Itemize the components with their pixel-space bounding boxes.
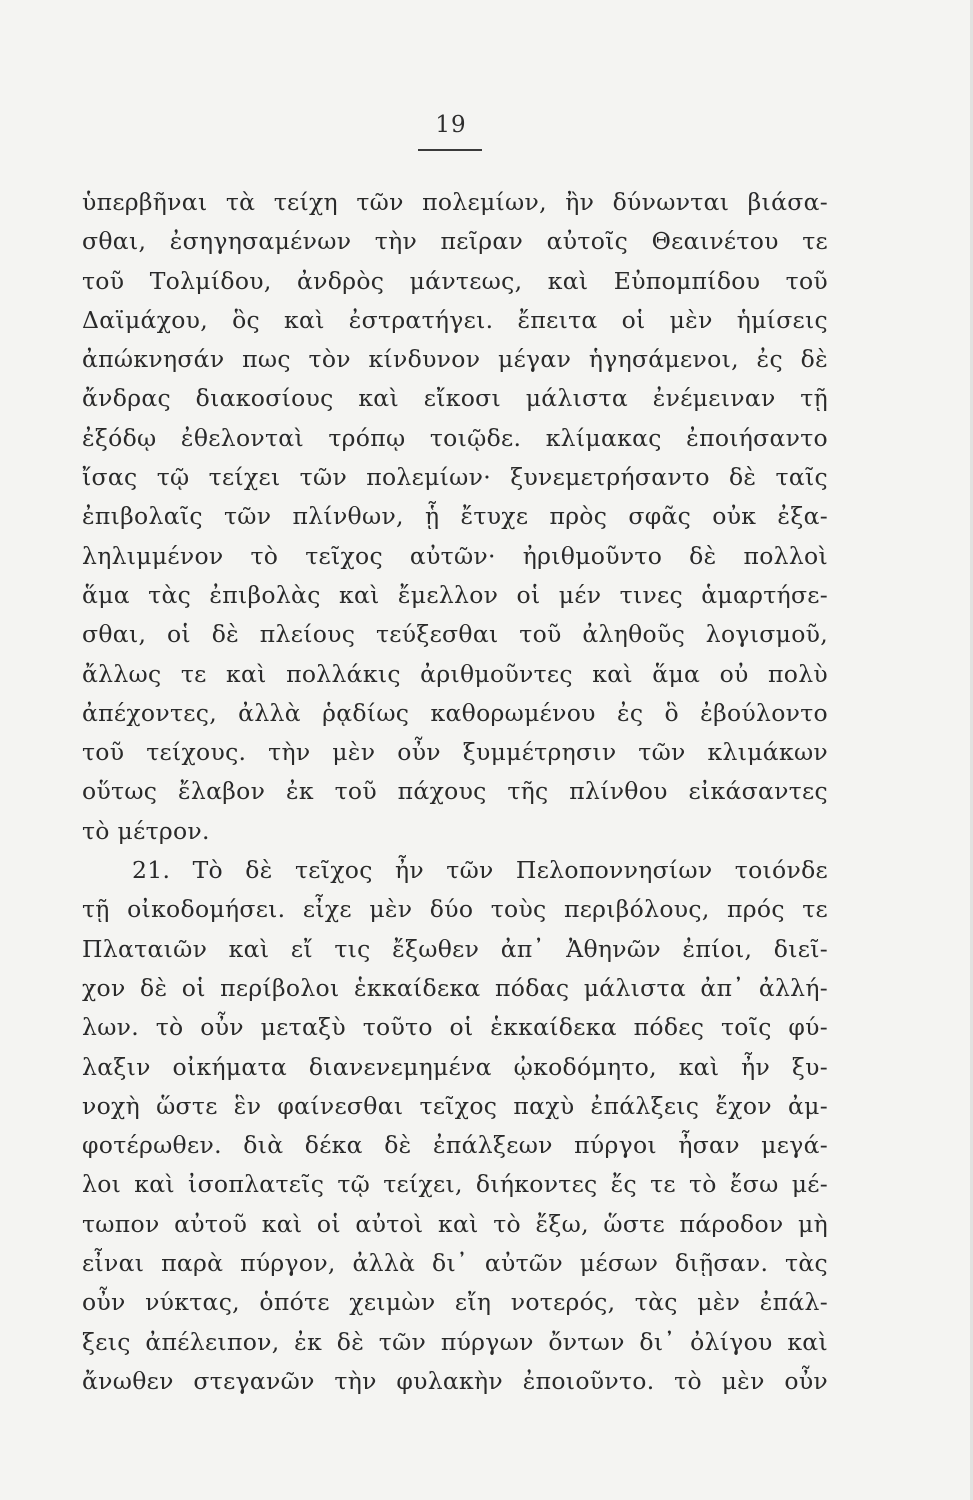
text-line: ἐπιβολαῖς τῶν πλίνθων, ᾗ ἔτυχε πρὸς σφᾶς οὐκ ἐξα- — [82, 502, 828, 531]
page-number-rule — [418, 149, 482, 151]
text-line: τῇ οἰκοδομήσει. εἶχε μὲν δύο τοὺς περιβόλους, πρός τε — [82, 895, 828, 924]
text-line: λοι καὶ ἰσοπλατεῖς τῷ τείχει, διήκοντες ἔς τε τὸ ἔσω μέ- — [82, 1170, 828, 1199]
text-line: νοχὴ ὥστε ἓν φαίνεσθαι τεῖχος παχὺ ἐπάλξεις ἔχον ἀμ- — [82, 1091, 828, 1120]
text-line: λαξιν οἰκήματα διανενεμημένα ᾠκοδόμητο, καὶ ἦν ξυ- — [82, 1052, 828, 1081]
text-line: ληλιμμένον τὸ τεῖχος αὐτῶν· ἠριθμοῦντο δὲ πολλοὶ — [82, 541, 828, 570]
text-line: ἄνδρας διακοσίους καὶ εἴκοσι μάλιστα ἐνέμειναν τῇ — [82, 384, 828, 413]
text-line: ἄλλως τε καὶ πολλάκις ἀριθμοῦντες καὶ ἅμα οὐ πολὺ — [82, 659, 828, 688]
text-line: τὸ μέτρον. — [82, 816, 210, 845]
text-line: σθαι, ἐσηγησαμένων τὴν πεῖραν αὐτοῖς Θεαινέτου τε — [82, 227, 828, 256]
text-line: Πλαταιῶν καὶ εἴ τις ἔξωθεν ἀπ᾿ Ἀθηνῶν ἐπίοι, διεῖ- — [82, 934, 828, 963]
text-line: ἴσας τῷ τείχει τῶν πολεμίων· ξυνεμετρήσαντο δὲ ταῖς — [82, 463, 828, 492]
text-line: λων. τὸ οὖν μεταξὺ τοῦτο οἱ ἑκκαίδεκα πόδες τοῖς φύ- — [82, 1013, 828, 1042]
text-line: σθαι, οἱ δὲ πλείους τεύξεσθαι τοῦ ἀληθοῦς λογισμοῦ, — [82, 620, 828, 649]
section-heading-line: 21. Τὸ δὲ τεῖχος ἦν τῶν Πελοποννησίων τοιόνδε — [132, 856, 828, 885]
text-line: τοῦ τείχους. τὴν μὲν οὖν ξυμμέτρησιν τῶν κλιμάκων — [82, 738, 828, 767]
text-line: οὕτως ἔλαβον ἐκ τοῦ πάχους τῆς πλίνθου εἰκάσαντες — [82, 777, 828, 806]
text-line: χον δὲ οἱ περίβολοι ἑκκαίδεκα πόδας μάλιστα ἀπ᾿ ἀλλή- — [82, 973, 828, 1002]
text-line: ἀπέχοντες, ἀλλὰ ῥᾳδίως καθορωμένου ἐς ὃ ἐβούλοντο — [82, 698, 828, 727]
body-text — [82, 183, 828, 1401]
text-line: ξεις ἀπέλειπον, ἐκ δὲ τῶν πύργων ὄντων δι᾿ ὀλίγου καὶ — [82, 1327, 828, 1356]
text-line: ἄνωθεν στεγανῶν τὴν φυλακὴν ἐποιοῦντο. τὸ μὲν οὖν — [82, 1366, 828, 1395]
text-line: οὖν νύκτας, ὁπότε χειμὼν εἴη νοτερός, τὰς μὲν ἐπάλ- — [82, 1288, 828, 1317]
text-line: τωπον αὐτοῦ καὶ οἱ αὐτοὶ καὶ τὸ ἔξω, ὥστε πάροδον μὴ — [82, 1209, 828, 1238]
text-line: φοτέρωθεν. διὰ δέκα δὲ ἐπάλξεων πύργοι ἦσαν μεγά- — [82, 1131, 828, 1160]
text-line: ἅμα τὰς ἐπιβολὰς καὶ ἔμελλον οἱ μέν τινες ἁμαρτήσε- — [82, 580, 828, 609]
text-line: ἀπώκνησάν πως τὸν κίνδυνον μέγαν ἡγησάμενοι, ἐς δὲ — [82, 345, 828, 374]
text-line: ὑπερβῆναι τὰ τείχη τῶν πολεμίων, ἢν δύνωνται βιάσα- — [82, 188, 828, 216]
text-line: εἶναι παρὰ πύργον, ἀλλὰ δι᾿ αὐτῶν μέσων διῇσαν. τὰς — [82, 1249, 828, 1278]
text-line: ἐξόδῳ ἐθελονταὶ τρόπῳ τοιῷδε. κλίμακας ἐποιήσαντο — [82, 423, 828, 452]
page-number: 19 — [435, 112, 467, 138]
text-line: τοῦ Τολμίδου, ἀνδρὸς μάντεως, καὶ Εὐπομπίδου τοῦ — [82, 266, 828, 295]
text-line: Δαϊμάχου, ὃς καὶ ἐστρατήγει. ἔπειτα οἱ μὲν ἡμίσεις — [82, 305, 828, 334]
